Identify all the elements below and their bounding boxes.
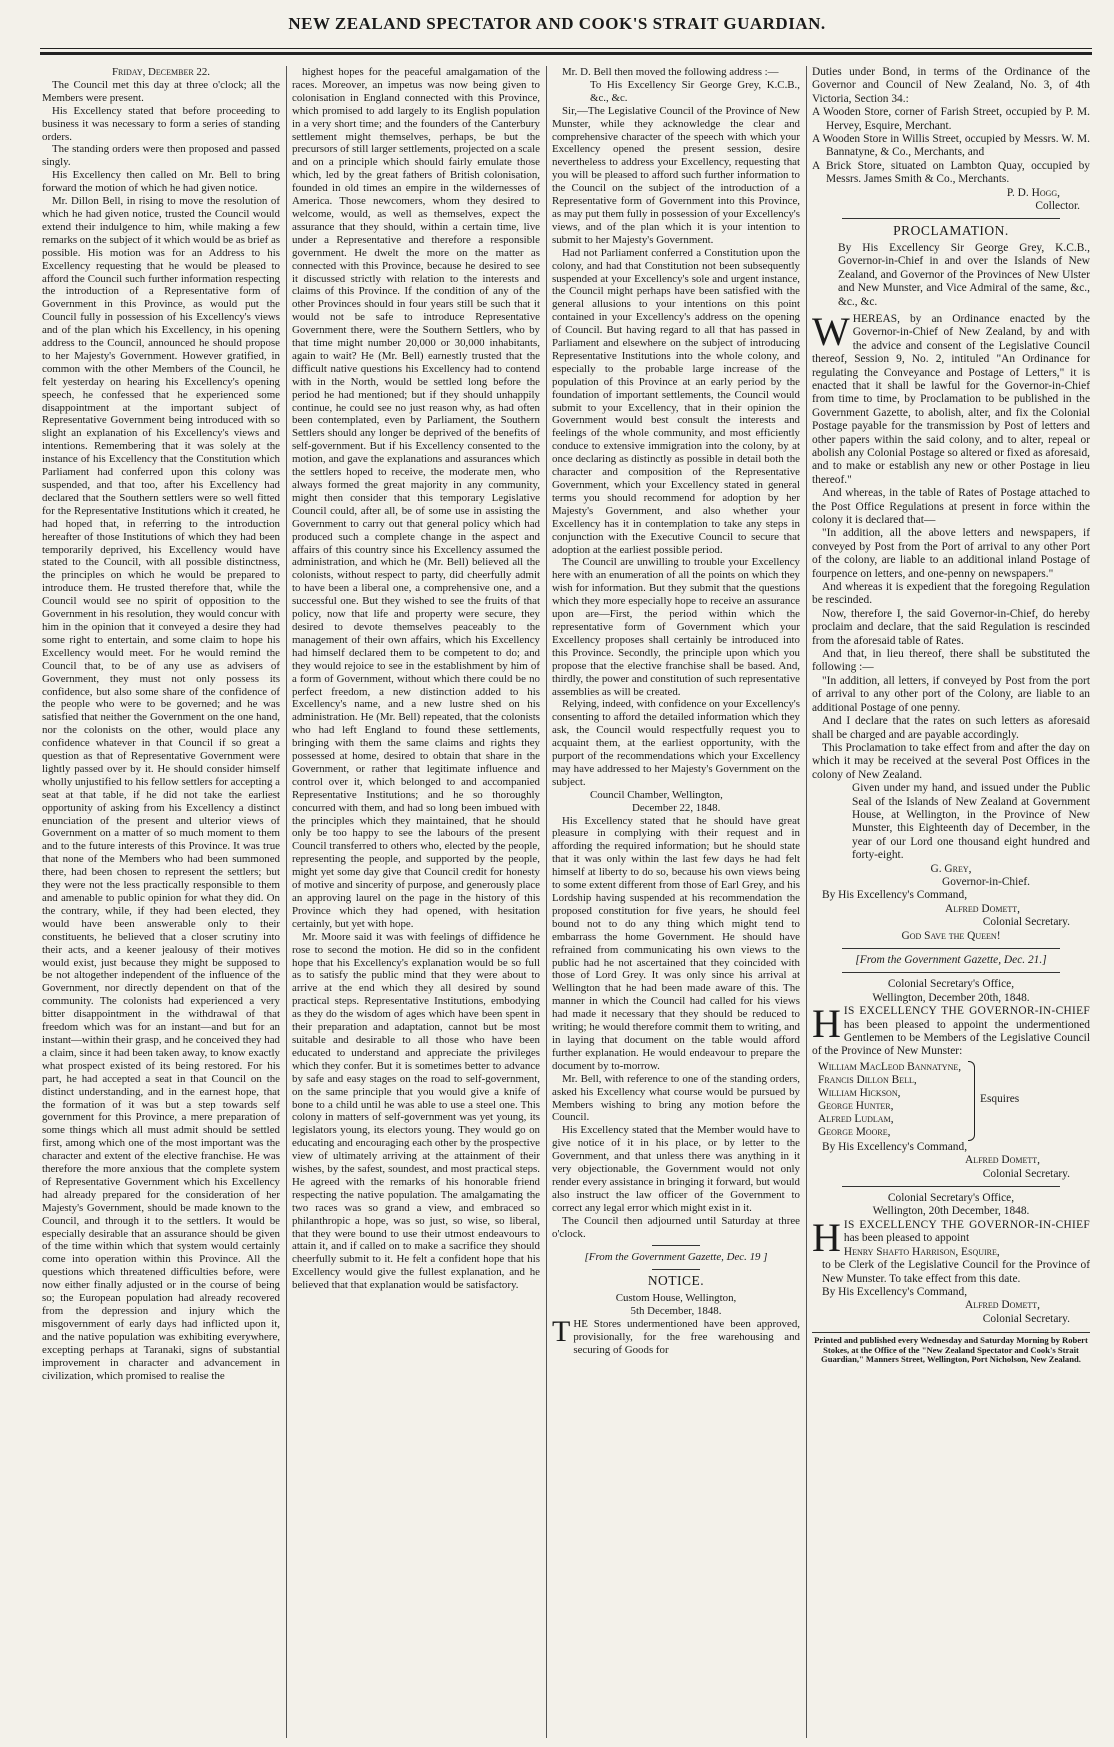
notice2-appointee: Henry Shafto Harrison, Esquire,: [843, 1245, 1000, 1258]
section-divider: [842, 972, 1060, 973]
notice2-drop-cap: H: [812, 1214, 841, 1260]
section-divider: [842, 948, 1060, 949]
council-report-paragraphs: [42, 79, 280, 1383]
whereas-text: HEREAS, by an Ordinance enacted by the Governor-in-Chief of New Zealand, by and with the advice and consent of the Legislative Council thereof, Session 9, No. 2, intituled "An Ordinance for regulating the Conveyance and Postage of Letters," it is enacted that it shall be lawful for the Governor-in-Chief from time to time, by Proclamation to be published in the Government Gazette, to abolish, alter, and fix the Colonial Postage payable for the transmission by Post of letters and other papers within the said colony, and to alter, repeal or abolish any Colonial Postage so altered or fixed as aforesaid, and to make or establish any new or other Postage in lieu thereof.": [812, 312, 1090, 486]
section-divider: [842, 218, 1060, 219]
reply-paragraph: The Council then adjourned until Saturday at three o'clock.: [552, 1214, 800, 1240]
governor-signature: G. Grey,: [930, 862, 972, 875]
report-paragraph: Mr. Dillon Bell, in rising to move the resolution of which he had given notice, trusted the Council would extend their indulgence to him, while making a few remarks on the subject of it which would be as brief as possible. His motion was for an Address to his Excellency requesting that he would be pleased to afford the Council such further information respecting the introduction of a Representative form of Government in this Province, as would put the Council fully in possession of his Excellency's views and of the plan which his Excellency, in his opening address to the Council, announced he should propose to her Majesty's Government. However gratified, in common with the other Members of the Council, he felt yesterday on hearing his Excellency's opening speech, he confessed that he experienced some disappointment at the important subject of Representative Government being introduced with so slight an explanation of his Excellency's views and intentions. Remembering that it was solely at the instance of his Excellency that the Constitution which Parliament had conferred upon this colony was suspended, and that too, after his Excellency had declared that the Southern settlers were so well fitted for the Representative Institutions which it created, he had hoped that, in referring to the introduction hereafter of those Institutions of which they had been temporarily deprived, his Excellency would have stated to the Council, with all possible distinctness, the principles on which he would be prepared to introduce them. He trusted therefore that, while the Council would see no spirit of opposition to the Government in his resolution, they would concur with him in the opinion that it conveyed a desire they had some right to entertain, and some claim to hope his Excellency would meet. For he would remind the Council that, to be of any use as advisers of Government, they must not only possess its confidence, but also some share of the confidence of the people who were to be governed; and he was satisfied that neither the Government on the one hand, nor the colonists on the other, would place any confidence whatever in that Council if so great a question as that of Representative Government were lightly passed over by it. He should consider himself wholly unjustified to his fellow settlers for accepting a seat at that table, if he did not take the earliest opportunity of asking from his Excellency a distinct enunciation of the present and ulterior views of Government on a matter of so much moment to them and to the future interests of this Province. It was true that none of the Members who had been summoned there, had been chosen to represent the settlers; but they were not the less practically responsible to them and amenable to public opinion for what they did. On the contrary, while, if they had been elected, they would have been answerable only to their constituents, he believed that a closer scrutiny into their acts, and a keener jealousy of their motives would exist, just because they might be supposed to be not altogether independent of the influence of the Government, nor directly dependent on that of the community. The colonists had experienced a very bitter disappointment in the withdrawal of that freedom which was for an instant—and but for an instant—within their grasp, and he conceived they had a claim, since it had been taken away, to know exactly what prospect existed of its being restored. For his part, he had accepted a seat in that Council on the distinct understanding, and in the earnest hope, that the formation of it was but a step towards self government for this Province, a mere preparation of some things which all must admit should be settled first, among which one of the most important was the character and extent of the elective franchise. He was therefore the more anxious that the complete system of Representative Government which his Excellency had already prepared for the consideration of her Majesty's Government, should be made known to the Council, and through it to the settlers. It would be especially desirable that an assurance should be given of the time within which that system would certainly come into operation within this Province. All the questions which threatened difficulties before, were now either finally adjusted or in the course of being so; the European population had already recovered from the depression and injury which the misgovernment of early days had inflicted upon it, and the native population was exhibiting everywhere, excepting perhaps at Taranaki, signs of substantial improvement in character and advancement in civilization, which promised to realise the: [42, 195, 280, 1382]
proclamation-byline: By His Excellency Sir George Grey, K.C.B., Governor-in-Chief in and over the Islands of New Zealand, and Governor of the Provinces of New Ulster and New Munster, and Vice Admiral of the same, &c., &c., &c.: [838, 241, 1090, 308]
whereas-drop-cap: W: [812, 308, 850, 354]
notice2-date: Wellington, 20th December, 1848.: [872, 1205, 1030, 1218]
notice2-text-b: to be Clerk of the Legislative Council for the Province of New Munster. To take effect from this date.: [822, 1259, 1090, 1285]
colonial-secretary-name: Alfred Domett,: [944, 902, 1020, 915]
bonded-stores-list: [812, 106, 1090, 186]
bonded-store-item: A Brick Store, situated on Lambton Quay, occupied by Messrs. James Smith & Co., Merchants.: [812, 159, 1090, 186]
reply-paragraph: Mr. Bell, with reference to one of the standing orders, asked his Excellency what course would be pursued by Members wishing to bring any motion before the Council.: [552, 1072, 800, 1124]
proclamation-heading: PROCLAMATION.: [893, 223, 1009, 239]
section-divider: [842, 1186, 1060, 1187]
gazette-source: [From the Government Gazette, Dec. 19 ]: [584, 1251, 768, 1264]
bonded-store-item: A Wooden Store in Willis Street, occupied by Messrs. W. M. Bannatyne, & Co., Merchants, and: [812, 133, 1090, 159]
address-intro: Mr. D. Bell then moved the following address :—: [562, 66, 779, 78]
printer-imprint: Printed and published every Wednesday and Saturday Morning by Robert Stokes, at the Office of the "New Zealand Spectator and Cook's Strait Guardian," Manners Street, Wellington, Port Nicholson, New Zealand.: [812, 1332, 1090, 1365]
notice2-office: Colonial Secretary's Office,: [887, 1192, 1015, 1205]
council-member-name: George Moore,: [818, 1125, 891, 1138]
by-command-2: By His Excellency's Command,: [822, 1140, 968, 1153]
god-save-the-queen: God Save the Queen!: [901, 929, 1001, 942]
collector-title: Collector.: [1035, 200, 1080, 213]
reply-paragraph: His Excellency stated that the Member would have to give notice of it in his place, or by letter to the Government, and that unless there was anything in it very objectionable, the Government would not only render every assistance in bringing it forward, but would also instruct the law officer of the Government to correct any legal error which might exist in it.: [552, 1124, 800, 1214]
column-1: [42, 66, 280, 1738]
whereas-paragraph: [812, 308, 1090, 487]
notice-drop-cap: T: [552, 1315, 571, 1349]
council-member-name: William Hickson,: [818, 1086, 901, 1099]
by-command-3: By His Excellency's Command,: [822, 1285, 968, 1298]
notice1-office: Colonial Secretary's Office,: [887, 978, 1015, 991]
masthead: NEW ZEALAND SPECTATOR AND COOK'S STRAIT GUARDIAN.: [288, 14, 826, 33]
council-member-name: William MacLeod Bannatyne,: [818, 1060, 962, 1073]
bond-duties-text: Duties under Bond, in terms of the Ordinance of the Governor and Council of New Zealand, No. 3, of 4th Victoria, Section 34.:: [812, 66, 1090, 105]
council-member-name: George Hunter,: [818, 1099, 894, 1112]
masthead-rule-thick: [40, 52, 1092, 55]
proclamation-paragraph: Now, therefore I, the said Governor-in-Chief, do hereby proclaim and declare, that the said Regulation is rescinded from the aforesaid table of Rates.: [812, 607, 1090, 647]
proclamation-paragraph: And I declare that the rates on such letters as aforesaid shall be charged and are payable accordingly.: [812, 715, 1090, 741]
address-paragraph: The Council are unwilling to trouble your Excellency here with an enumeration of all the points on which they wish for information. But they submit that the questions which they more especially hope to receive an assurance upon are—First, the period within which the representative form of Government which your Excellency proposes shall certainly be introduced into this Province. Secondly, the principle upon which you propose that the elective franchise shall be based. And, thirdly, the power and constitution of such representative assemblies as will be created.: [552, 556, 800, 698]
council-dateline: Friday, December 22.: [111, 66, 211, 78]
notice1-text: has been pleased to appoint the undermentioned Gentlemen to be Members of the Legislative Council of the Province of New Munster:: [812, 1018, 1090, 1058]
masthead-rule-thin: [40, 48, 1092, 49]
brace-mark: [968, 1061, 975, 1141]
speech-paragraph: Mr. Moore said it was with feelings of diffidence he rose to second the motion. He did so in the confident hope that his Excellency's explanation would be so full as to satisfy the public mind that they were about to arrive at the end which they all desired by sound practical steps. Representative Institutions, embodying as they do the wisdom of ages which have been spent in their preparation and adaptation, cannot but be most suitable and desirable to all those who have been educated to understand and appreciate the privileges which they confer. But it is sometimes better to advance by safe and easy stages on the road to self-government, on the same principle that you would give a knife of bone to a child until he was able to use a steel one. This colony in matters of self-government was yet young, its legislators young, its electors young. They would go on educating and encouraging each other by the prospective view of ultimately arriving at the attainment of their wishes, by the safest, soundest, and most practical steps. He agreed with the remarks of his honorable friend respecting the native population. The amalgamating the two races was so grand a view, and embraced so philanthropic a hope, was so just, so wise, so liberal, that they were bound to use their utmost endeavours to attain it, and if called on to make a sacrifice they should cheerfully submit to it. He felt a confident hope that his Excellency would give the fullest explanation, and he believed that that explanation would be satisfactory.: [292, 930, 540, 1292]
notice1-caps: IS EXCELLENCY THE GOVERNOR-IN-CHIEF: [843, 1005, 1090, 1018]
report-paragraph: His Excellency then called on Mr. Bell to bring forward the motion of which he had given notice.: [42, 169, 280, 195]
esquires-label: Esquires: [980, 1092, 1020, 1105]
bell-speech-paragraphs: [292, 66, 540, 1292]
column-3: [552, 66, 800, 1738]
proclamation-paragraph: "In addition, all letters, if conveyed by Post from the port of arrival to any other port of the Colony, are liable to an additional Postage of one penny.: [812, 674, 1090, 714]
section-divider: [652, 1269, 700, 1270]
column-divider: [546, 66, 547, 1738]
council-member-name: Francis Dillon Bell,: [818, 1073, 917, 1086]
report-paragraph: His Excellency stated that before proceeding to business it was necessary to form a series of standing orders.: [42, 104, 280, 143]
column-divider: [806, 66, 807, 1738]
notice-date: 5th December, 1848.: [630, 1305, 722, 1318]
address-paragraphs: [552, 105, 800, 789]
colonial-secretary-title-3: Colonial Secretary.: [982, 1312, 1070, 1325]
proclamation-paragraph: This Proclamation to take effect from and after the day on which it may be received at the several Post Offices in the colony of New Zealand.: [812, 741, 1090, 781]
gazette-source-dec21: [From the Government Gazette, Dec. 21.]: [855, 954, 1047, 966]
given-under-seal: Given under my hand, and issued under the Public Seal of the Islands of New Zealand at Government House, at Wellington, in the Province of New Munster, this Eighteenth day of December, in the year of our Lord one thousand eight hundred and forty-eight.: [852, 782, 1090, 862]
address-recipient: To His Excellency Sir George Grey, K.C.B., &c., &c.: [590, 78, 800, 104]
governor-title: Governor-in-Chief.: [941, 875, 1030, 888]
notice-body: [552, 1315, 800, 1357]
collector-name: P. D. Hogg,: [1006, 186, 1060, 199]
report-paragraph: The standing orders were then proposed and passed singly.: [42, 143, 280, 169]
proclamation-paragraph: And whereas it is expedient that the foregoing Regulation be rescinded.: [812, 581, 1090, 607]
council-member-name: Alfred Ludlam,: [818, 1112, 894, 1125]
proclamation-paragraph: And that, in lieu thereof, there shall be substituted the following :—: [812, 648, 1090, 674]
notice1-date: Wellington, December 20th, 1848.: [872, 991, 1030, 1004]
section-divider: [652, 1245, 700, 1246]
proclamation-paragraph: "In addition, all the above letters and newspapers, if conveyed by Post from the Port of arrival to any other Port of the colony, are liable to an additional inland Postage of fourpence on letters, and one-penny on newspapers.": [812, 527, 1090, 580]
colonial-secretary-title: Colonial Secretary.: [982, 916, 1070, 929]
proclamation-paragraphs: [812, 487, 1090, 782]
colonial-secretary-name-2: Alfred Domett,: [964, 1154, 1040, 1167]
speech-paragraph: highest hopes for the peaceful amalgamation of the races. Moreover, an impetus was now being given to colonisation in England connected with this Province, which promised to add largely to its English population in a very short time; and the founders of the Canterbury settlement might themselves, perhaps, be but the precursors of still larger settlements, projected on a scale and on a principle which should fairly emulate those which, led by the great fathers of British colonisation, founded in old times an empire in the wildernesses of America. Those newcomers, whom they desired to welcome, would, as well as themselves, expect the assurance that they should, within a certain time, live under a Representative and therefore a responsible government. He dwelt the more on the matter as connected with this Province, because he desired to see it discussed strictly with relation to the interests and claims of this Province. If the condition of any of the other Provinces should in four years still be such that it would not be safe to introduce Representative Government there, were the Southern Settlers, who by that time might number 20,000 or 30,000 inhabitants, again to wait? He (Mr. Bell) earnestly trusted that the difficult native questions his Excellency had to contend with in the North, would be settled long before the period he had mentioned; but if they should unhappily continue, he could see no just reason why, as had often been contemplated, even by Parliament, the Southern Settlers should any longer be deprived of the benefits of self-government. But if his Excellency consented to the motion, and gave the explanations and assurances which the settlers hoped to receive, the moderate men, who always formed the great majority in any community, might then consider that this temporary Legislative Council could, after all, be of some use in assisting the Government to carry out that general policy which had produced such a complete change in the aspect and affairs of this country since his Excellency assumed the administration, and which he (Mr. Bell) believed all the colonists, without respect to party, did cheerfully admit to have been a liberal one, a comprehensive one, and a successful one. But they wished to see the fruits of that policy, now that life and property were secure, they desired to devote themselves peaceably to the management of their own affairs, which his Excellency had himself declared them to be competent to do; and they would rejoice to see in the establishment by him of a form of Government, without which there could be no perfect freedom, a new distinction added to his Excellency's name, and a new lustre shed on his administration. He (Mr. Bell) repeated, that the colonists who had left England to found these settlements, bringing with them the same claims and rights they possessed at home, desired to obtain that share in the Government, or rather that legitimate influence and control over it, which belonged to and accompanied Representative Institutions; and he so thoroughly concurred with them, and had so long been imbued with the principles which they maintained, that he should only be too happy to see the labours of the present Council transferred to others who, elected by the people, representing the people, and supported by the people, might yet some day give that Council credit for honesty of motive and sincerity of purpose, and generously place an approving laurel on the page in the history of this Province which they had opened, with hesitation certainly, but yet with hope.: [292, 66, 540, 930]
notice1-body: [812, 1001, 1090, 1059]
proclamation-paragraph: And whereas, in the table of Rates of Postage attached to the Post Office Regulations at present in force within the colony it is declared that—: [812, 487, 1090, 526]
column-divider: [286, 66, 287, 1738]
colonial-secretary-name-3: Alfred Domett,: [964, 1299, 1040, 1312]
council-chamber-date: December 22, 1848.: [632, 801, 721, 814]
column-2: [292, 66, 540, 1738]
column-4: [812, 66, 1090, 1738]
report-paragraph: The Council met this day at three o'clock; all the Members were present.: [42, 78, 280, 104]
by-command: By His Excellency's Command,: [822, 889, 968, 902]
bonded-store-item: A Wooden Store, corner of Farish Street, occupied by P. M. Hervey, Esquire, Merchant.: [812, 106, 1090, 132]
colonial-secretary-title-2: Colonial Secretary.: [982, 1167, 1070, 1180]
notice2-caps: IS EXCELLENCY THE GOVERNOR-IN-CHIEF: [843, 1218, 1090, 1231]
address-paragraph: Relying, indeed, with confidence on your Excellency's consenting to afford the detailed information which they ask, the Council would respectfully request you to acquaint them, at the earliest opportunity, with the purport of the recommendations which your Excellency may have addressed to her Majesty's Government on the subject.: [552, 698, 800, 788]
address-paragraph: Sir,—The Legislative Council of the Province of New Munster, while they acknowledge the clear and comprehensive character of the speech with which your Excellency opened the present session, desire nevertheless to address your Excellency, requesting that you will be pleased to afford such further information to the Council on the subject of the introduction of a Representative form of Government into this Province, as may put them fully in possession of your Excellency's views, and of the plan which it is your intention to submit to her Majesty's Government.: [552, 104, 800, 246]
address-paragraph: Had not Parliament conferred a Constitution upon the colony, and had that Constitution not been subsequently suspended at your Excellency's sole and urgent instance, the Council might perhaps have been satisfied with the general allusions to your intentions on this point contained in your Excellency's address on the opening of Council. But having regard to all that has passed in Parliament and elsewhere on the subject of introducing Representative Institutions into the whole colony, and especially to the probable large increase of the population of this Province at an early period by the foundation of important settlements, the Council would submit to your Excellency, that in their opinion the Government would best consult the interests and feelings of the whole community, and most efficiently conduce to extensive immigration into the colony, by at once declaring as distinctly as possible in detail both the character and composition of the Representative Government, which your Excellency stated in general terms you should recommend for adoption by her Majesty's Government, and also whether your Excellency has it in contemplation to take any steps in conjunction with the Executive Council to secure that adoption at the earliest possible period.: [552, 246, 800, 556]
notice2-text-a: has been pleased to appoint: [843, 1232, 970, 1245]
council-chamber-signoff: Council Chamber, Wellington,: [590, 788, 723, 801]
council-members-list: [818, 1061, 1090, 1139]
notice-heading: NOTICE.: [647, 1273, 705, 1289]
reply-paragraph: His Excellency stated that he should have great pleasure in complying with their request and in affording the required information; but he should state that it was only within the last few days he had felt himself at liberty to do so, because his own views being to some extent different from those of Earl Grey, and his Lordship having suspended at his recommendation the proposed constitution for five years, he should feel bound not to do any thing which might tend to embarrass the home Government. He should have refrained from communicating his own views to the public had he not ascertained that they coincided with those of Lord Grey. It was only since his arrival at Wellington that he had been made aware of this. The manner in which the Council had called for his views had made it necessary that they should be reduced to writing; he would therefore commit them to writing, and in laying that document on the table would afford further explanation. He would endeavour to prepare the document by to-morrow.: [552, 814, 800, 1072]
notice1-drop-cap: H: [812, 1001, 841, 1047]
notice-place: Custom House, Wellington,: [615, 1292, 737, 1305]
excellency-reply-paragraphs: [552, 815, 800, 1241]
notice-text: HE Stores undermentioned have been approved, provisionally, for the free warehousing and securing of Goods for: [573, 1318, 800, 1356]
